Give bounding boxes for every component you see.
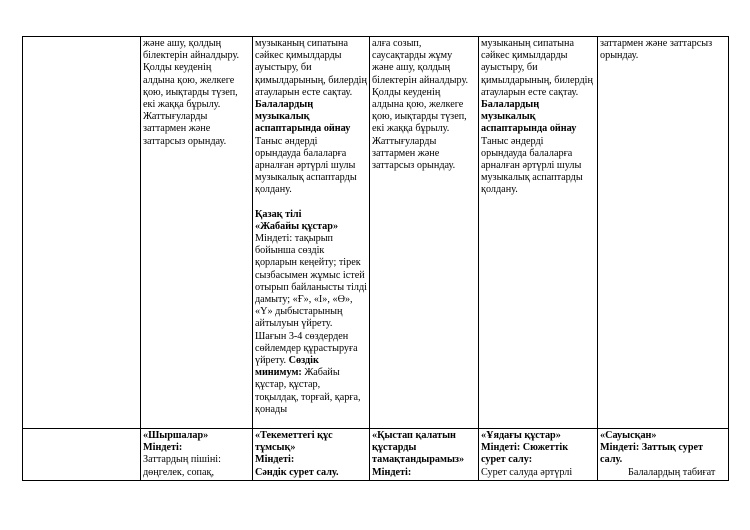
text-run: тұмсық» xyxy=(255,442,296,454)
text-line xyxy=(143,62,250,74)
text-run: Міндеті: Заттық сурет xyxy=(600,442,704,454)
text-line xyxy=(372,38,476,50)
text-run: Қазақ тілі xyxy=(255,208,302,220)
text-run: қимылдарының, билердің xyxy=(481,74,593,86)
text-line xyxy=(255,442,367,454)
text-run: қорларын кеңейту; тірек xyxy=(255,257,361,269)
table-row-activities xyxy=(23,37,729,429)
text-line xyxy=(255,75,367,87)
text-run: Балалардың xyxy=(481,99,540,111)
text-line xyxy=(255,257,367,269)
text-line xyxy=(600,454,726,466)
text-line xyxy=(255,454,367,466)
text-line xyxy=(255,50,367,62)
text-run: айтылуын үйрету. xyxy=(255,318,333,330)
text-line xyxy=(255,379,367,391)
text-line xyxy=(481,123,595,135)
text-line xyxy=(255,111,367,123)
table-cell xyxy=(479,429,598,481)
text-run: атауларын есте сақтау. xyxy=(481,86,579,98)
table-cell xyxy=(23,37,141,429)
text-line xyxy=(255,38,367,50)
text-run: заттармен және xyxy=(372,147,440,159)
text-run: қою, иықтарды түзеп, xyxy=(143,86,238,98)
text-line xyxy=(255,221,367,233)
text-line xyxy=(481,430,595,442)
text-line xyxy=(481,38,595,50)
text-run: Балалардың xyxy=(255,99,314,111)
table-cell xyxy=(141,37,253,429)
text-line xyxy=(255,355,367,367)
text-line xyxy=(143,75,250,87)
text-line xyxy=(143,467,250,479)
text-run: Таныс әндерді xyxy=(255,135,318,147)
text-run: сөйлемдер құрастыруға xyxy=(255,342,358,354)
text-line xyxy=(255,430,367,442)
text-run: Міндеті: тақырып xyxy=(255,233,333,245)
text-line xyxy=(600,50,726,62)
text-run: «Ұядағы құстар» xyxy=(481,430,561,441)
text-run: аспаптарында ойнау xyxy=(255,123,351,135)
text-run: музыкалық аспаптарды xyxy=(255,172,357,184)
text-run: алдына қою, желкеге xyxy=(143,74,235,86)
text-run: тамақтандырамыз» xyxy=(372,454,465,466)
text-run: Қолды кеуденің xyxy=(143,62,212,74)
lesson-plan-table xyxy=(22,36,729,481)
text-run: қолдану. xyxy=(255,184,292,196)
text-line xyxy=(143,454,250,466)
text-line xyxy=(255,233,367,245)
text-run: ауыстыру, би xyxy=(255,62,312,74)
text-run: білектерін айналдыру. xyxy=(372,74,469,86)
text-run: Сөздік xyxy=(288,355,319,367)
text-line xyxy=(372,62,476,74)
text-line xyxy=(255,123,367,135)
text-line xyxy=(481,454,595,466)
text-run: қолдану. xyxy=(481,184,518,196)
text-run: Қолды кеуденің xyxy=(372,86,441,98)
text-run: «Текеметтегі құс xyxy=(255,430,333,441)
text-line xyxy=(481,87,595,99)
text-run: қимылдарының, билердің xyxy=(255,74,367,86)
text-run: заттарсыз орындау. xyxy=(372,160,456,172)
text-line xyxy=(481,111,595,123)
text-run: сәйкес қимылдарды xyxy=(481,50,568,62)
text-line xyxy=(143,442,250,454)
text-run: екі жаққа бұрылу. xyxy=(372,123,450,135)
text-line xyxy=(255,184,367,196)
text-line xyxy=(481,50,595,62)
text-run: музыкалық xyxy=(481,111,536,123)
text-run: музыкалық xyxy=(255,111,310,123)
text-run: қонады xyxy=(255,403,288,415)
text-line xyxy=(143,123,250,135)
text-line xyxy=(255,306,367,318)
text-run: тоқылдақ, торғай, қарға, xyxy=(255,391,361,403)
table-cell xyxy=(141,429,253,481)
text-line xyxy=(255,318,367,330)
text-run: Міндеті: xyxy=(372,466,412,478)
text-run: «Қыстап қалатын xyxy=(372,430,456,441)
text-line xyxy=(372,148,476,160)
text-line xyxy=(255,87,367,99)
text-line xyxy=(255,343,367,355)
text-run: музыкалық аспаптарды xyxy=(481,172,583,184)
text-run: аспаптарында ойнау xyxy=(481,123,577,135)
text-run: Міндеті: xyxy=(255,454,295,466)
text-line xyxy=(481,136,595,148)
text-line xyxy=(255,245,367,257)
text-run: Міндеті: xyxy=(143,442,183,454)
table-cell xyxy=(479,37,598,429)
paragraph-gap xyxy=(255,197,367,209)
text-run: заттармен және xyxy=(143,123,211,135)
text-line xyxy=(600,38,726,50)
text-line xyxy=(600,430,726,442)
text-run: Заттардың пішіні: xyxy=(143,454,221,466)
text-line xyxy=(372,136,476,148)
text-run: сәйкес қимылдарды xyxy=(255,50,342,62)
text-line xyxy=(481,442,595,454)
text-line xyxy=(255,160,367,172)
table-cell xyxy=(370,429,479,481)
text-line xyxy=(255,209,367,221)
text-line xyxy=(255,404,367,416)
text-run: Таныс әндерді xyxy=(481,135,544,147)
text-run: орындау. xyxy=(600,50,639,62)
text-run: білектерін айналдыру. xyxy=(143,50,240,62)
text-run: «Шыршалар» xyxy=(143,430,209,441)
text-line xyxy=(255,367,367,379)
text-run: минимум: xyxy=(255,367,305,379)
text-run: атауларын есте сақтау. xyxy=(255,86,353,98)
text-run: «Сауысқан» xyxy=(600,430,657,441)
text-line xyxy=(481,160,595,172)
text-line xyxy=(255,62,367,74)
text-line xyxy=(255,294,367,306)
text-run: ауыстыру, би xyxy=(481,62,538,74)
text-run: Жабайы xyxy=(304,367,340,379)
text-line xyxy=(481,467,595,479)
text-line xyxy=(481,172,595,184)
text-line xyxy=(600,467,726,479)
table-cell xyxy=(253,429,370,481)
text-run: «Ү» дыбыстарының xyxy=(255,306,343,318)
text-run: және ашу, қолдың xyxy=(372,62,451,74)
text-line xyxy=(481,75,595,87)
text-line xyxy=(372,430,476,442)
text-line xyxy=(143,87,250,99)
text-run: саусақтарды жұму xyxy=(372,50,453,62)
table-row-drawing xyxy=(23,429,729,481)
text-run: қою, иықтарды түзеп, xyxy=(372,111,467,123)
text-line xyxy=(372,99,476,111)
table-cell xyxy=(598,37,729,429)
text-run: құстар, құстар, xyxy=(255,379,321,391)
text-line xyxy=(255,148,367,160)
table-cell xyxy=(253,37,370,429)
text-run: арналған әртүрлі шулы xyxy=(255,160,356,172)
text-line xyxy=(372,87,476,99)
text-run: заттармен және заттарсыз xyxy=(600,38,713,49)
text-run: Жаттығуларды xyxy=(143,111,208,123)
text-run: музыканың сипатына xyxy=(481,38,574,49)
text-line xyxy=(143,38,250,50)
text-line xyxy=(372,111,476,123)
text-line xyxy=(255,331,367,343)
text-run: үйрету. xyxy=(255,355,289,367)
text-run: құстарды xyxy=(372,442,417,454)
text-run: арналған әртүрлі шулы xyxy=(481,160,582,172)
text-run: алдына қою, желкеге xyxy=(372,99,464,111)
text-line xyxy=(255,467,367,479)
text-run: музыканың сипатына xyxy=(255,38,348,49)
text-run: Шағын 3-4 сөздерден xyxy=(255,330,349,342)
text-line xyxy=(255,172,367,184)
text-line xyxy=(372,454,476,466)
text-run: бойынша сөздік xyxy=(255,245,325,257)
text-run: Жаттығуларды xyxy=(372,135,437,147)
text-run: Міндеті: Сюжеттік xyxy=(481,442,569,454)
text-line xyxy=(372,50,476,62)
text-line xyxy=(481,62,595,74)
text-line xyxy=(143,430,250,442)
text-line xyxy=(255,136,367,148)
text-line xyxy=(372,123,476,135)
text-line xyxy=(481,99,595,111)
text-run: сызбасымен жұмыс істей xyxy=(255,269,365,281)
text-run: Сәндік сурет салу. xyxy=(255,466,339,478)
table-cell xyxy=(23,429,141,481)
text-run: отырып байланысты тілді xyxy=(255,281,367,293)
text-run: «Жабайы құстар» xyxy=(255,220,339,232)
text-line xyxy=(143,136,250,148)
text-line xyxy=(143,99,250,111)
text-run: орындауда балаларға xyxy=(255,147,347,159)
text-run: екі жаққа бұрылу. xyxy=(143,99,221,111)
text-line xyxy=(372,442,476,454)
text-run: Сурет салуда әртүрлі xyxy=(481,466,573,478)
text-line xyxy=(255,282,367,294)
text-line xyxy=(255,99,367,111)
text-line xyxy=(143,50,250,62)
text-run: сурет салу: xyxy=(481,454,533,466)
text-line xyxy=(481,148,595,160)
text-line xyxy=(372,467,476,479)
text-run: алға созып, xyxy=(372,38,422,49)
text-run: және ашу, қолдың xyxy=(143,38,222,49)
text-line xyxy=(255,270,367,282)
text-line xyxy=(600,442,726,454)
text-run: Балалардың табиғат xyxy=(628,466,716,478)
text-line xyxy=(143,111,250,123)
text-line xyxy=(481,184,595,196)
text-line xyxy=(372,160,476,172)
text-run: орындауда балаларға xyxy=(481,147,573,159)
text-run: дамыту; «Ғ», «І», «Ө», xyxy=(255,294,353,306)
table-cell xyxy=(370,37,479,429)
text-line xyxy=(255,392,367,404)
text-line xyxy=(372,75,476,87)
table-cell xyxy=(598,429,729,481)
text-run: дөңгелек, сопақ, xyxy=(143,466,215,478)
text-run: заттарсыз орындау. xyxy=(143,135,227,147)
text-run: салу. xyxy=(600,454,623,466)
